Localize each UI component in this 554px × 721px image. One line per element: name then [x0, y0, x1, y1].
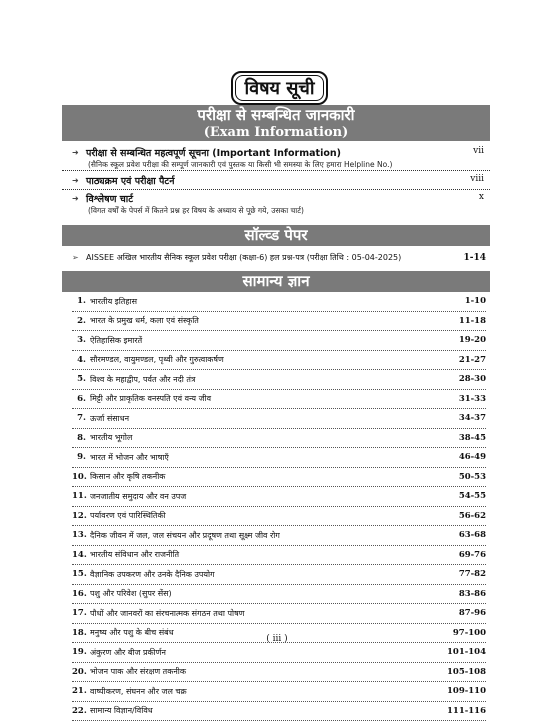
- page-number: 19-20: [459, 335, 486, 345]
- item-title: अंकुरण और बीज प्रकीर्णन: [90, 647, 166, 658]
- section-heading-hindi: परीक्षा से सम्बन्धित जानकारी: [197, 106, 354, 125]
- page-number: 21-27: [459, 355, 486, 365]
- item-subtitle: (विगत वर्षों के पेपर्स में कितने प्रश्न हर विषय के अध्याय से पूछे गये, उसका चार्ट): [72, 206, 492, 216]
- page-number: 101-104: [447, 647, 486, 657]
- item-title: भारतीय भूगोल: [90, 432, 132, 443]
- item-title: AISSEE अखिल भारतीय सैनिक स्कूल प्रवेश परीक्षा (कक्षा-6) हल प्रश्न-पत्र (परीक्षा तिथि : 05-04-2025): [86, 252, 401, 263]
- page-number: 46-49: [459, 452, 486, 462]
- item-number: 3.: [72, 335, 86, 345]
- page-number: x: [479, 192, 484, 202]
- item-number: 17.: [72, 608, 86, 618]
- section-header-exam-information: [62, 105, 490, 141]
- divider: [62, 189, 490, 190]
- toc-row[interactable]: [72, 390, 486, 410]
- item-title: परीक्षा से सम्बन्धित महत्वपूर्ण सूचना (Important Information): [86, 146, 341, 159]
- toc-row[interactable]: [72, 546, 486, 566]
- item-number: 22.: [72, 706, 86, 716]
- page-number: 1-14: [463, 253, 486, 263]
- item-title: ऊर्जा संसाधन: [90, 413, 129, 424]
- toc-row[interactable]: [72, 643, 486, 663]
- divider: [62, 170, 490, 171]
- toc-row[interactable]: [72, 682, 486, 702]
- section-heading: सॉल्व्ड पेपर: [244, 226, 307, 245]
- item-number: 8.: [72, 433, 86, 443]
- item-title: विश्लेषण चार्ट: [86, 192, 133, 205]
- item-title: पशु और परिवेश (सुपर सेंस): [90, 588, 172, 599]
- toc-row[interactable]: [72, 409, 486, 429]
- toc-row[interactable]: [72, 351, 486, 371]
- item-title: मनुष्य और पशु के बीच संबंध: [90, 627, 174, 638]
- page-number: 63-68: [459, 530, 486, 540]
- item-title: सौरमण्डल, वायुमण्डल, पृथ्वी और गुरुत्वाकर्षण: [90, 354, 224, 365]
- page-number: 69-76: [459, 550, 486, 560]
- item-number: 6.: [72, 394, 86, 404]
- item-title: सामान्य विज्ञान/विविध: [90, 705, 153, 716]
- item-number: 7.: [72, 413, 86, 423]
- item-title: भारत के प्रमुख धर्म, कला एवं संस्कृति: [90, 315, 199, 326]
- item-number: 12.: [72, 511, 86, 521]
- item-title: भारतीय संविधान और राजनीति: [90, 549, 179, 560]
- toc-row[interactable]: [72, 585, 486, 605]
- item-title: भारतीय इतिहास: [90, 296, 137, 307]
- toc-row[interactable]: [72, 663, 486, 683]
- page-number: viii: [470, 174, 484, 184]
- toc-row[interactable]: [72, 331, 486, 351]
- page-number: 11-18: [459, 316, 486, 326]
- page-number: 77-82: [459, 569, 486, 579]
- item-number: 4.: [72, 355, 86, 365]
- toc-row[interactable]: [72, 526, 486, 546]
- item-title: किसान और कृषि तकनीक: [90, 471, 165, 482]
- item-number: 11.: [72, 491, 86, 501]
- item-number: 2.: [72, 316, 86, 326]
- info-item-syllabus[interactable]: [72, 174, 492, 187]
- toc-row[interactable]: [72, 468, 486, 488]
- toc-row[interactable]: [72, 448, 486, 468]
- solved-paper-item[interactable]: [72, 252, 492, 263]
- item-title: वाष्पीकरण, संघनन और जल चक्र: [90, 686, 187, 697]
- page-number: 1-10: [465, 296, 486, 306]
- toc-row[interactable]: [72, 604, 486, 624]
- toc-row[interactable]: [72, 370, 486, 390]
- item-title: विश्व के महाद्वीप, पर्वत और नदी तंत्र: [90, 374, 195, 385]
- item-title: भोजन पाक और संरक्षण तकनीक: [90, 666, 186, 677]
- item-title: पाठ्यक्रम एवं परीक्षा पैटर्न: [86, 174, 175, 187]
- item-title: दैनिक जीवन में जल, जल संचयन और प्रदूषण तथा सूक्ष्म जीव रोग: [90, 530, 280, 541]
- section-heading-english: (Exam Information): [204, 125, 349, 141]
- toc-row[interactable]: [72, 507, 486, 527]
- item-title: ऐतिहासिक इमारतें: [90, 335, 142, 346]
- page-number: 28-30: [459, 374, 486, 384]
- toc-row[interactable]: [72, 565, 486, 585]
- page-number: 38-45: [459, 433, 486, 443]
- page-footer: ( iii ): [0, 634, 554, 644]
- toc-row[interactable]: [72, 702, 486, 721]
- item-title: मिट्टी और प्राकृतिक वनस्पति एवं वन्य जीव: [90, 393, 211, 404]
- toc-row[interactable]: [72, 292, 486, 312]
- page-number: 105-108: [447, 667, 486, 677]
- item-number: 18.: [72, 628, 86, 638]
- item-number: 15.: [72, 569, 86, 579]
- toc-row[interactable]: [72, 487, 486, 507]
- item-number: 20.: [72, 667, 86, 677]
- toc-row[interactable]: [72, 429, 486, 449]
- item-number: 10.: [72, 472, 86, 482]
- page-number: 111-116: [447, 706, 486, 716]
- item-number: 5.: [72, 374, 86, 384]
- section-header-solved-paper: [62, 225, 490, 246]
- item-number: 16.: [72, 589, 86, 599]
- arrow-icon: ➜: [72, 194, 82, 203]
- item-title: पर्यावरण एवं पारिस्थितिकी: [90, 510, 166, 521]
- page-number: vii: [473, 146, 484, 156]
- item-number: 1.: [72, 296, 86, 306]
- arrow-icon: ➜: [72, 148, 82, 157]
- page-number: 31-33: [459, 394, 486, 404]
- info-item-analysis-chart[interactable]: [72, 192, 492, 216]
- arrow-icon: ➜: [72, 176, 82, 185]
- item-number: 13.: [72, 530, 86, 540]
- page-number: 97-100: [453, 628, 486, 638]
- page-number: 34-37: [459, 413, 486, 423]
- item-title: भारत में भोजन और भाषाएँ: [90, 452, 169, 463]
- item-subtitle: (सैनिक स्कूल प्रवेश परीक्षा की सम्पूर्ण जानकारी एवं पुस्तक या किसी भी समस्या के लिए हमारा Helpline No.): [72, 160, 492, 170]
- item-number: 14.: [72, 550, 86, 560]
- page-number: 83-86: [459, 589, 486, 599]
- item-number: 21.: [72, 686, 86, 696]
- page-number: 50-53: [459, 472, 486, 482]
- item-number: 19.: [72, 647, 86, 657]
- item-title: जनजातीय समुदाय और वन उपज: [90, 491, 186, 502]
- info-item-important-information[interactable]: [72, 146, 492, 170]
- toc-list: [72, 292, 486, 721]
- item-title: वैज्ञानिक उपकरण और उनके दैनिक उपयोग: [90, 569, 215, 580]
- arrow-icon: ➢: [72, 253, 82, 262]
- item-number: 9.: [72, 452, 86, 462]
- page-number: 54-55: [459, 491, 486, 501]
- section-heading: सामान्य ज्ञान: [242, 272, 309, 291]
- page-number: 87-96: [459, 608, 486, 618]
- page-number: 56-62: [459, 511, 486, 521]
- item-title: पौधों और जानवरों का संरचनात्मक संगठन तथा पोषण: [90, 608, 245, 619]
- toc-row[interactable]: [72, 312, 486, 332]
- page-title: विषय सूची: [231, 71, 328, 105]
- section-header-general-knowledge: [62, 271, 490, 292]
- page-number: 109-110: [447, 686, 486, 696]
